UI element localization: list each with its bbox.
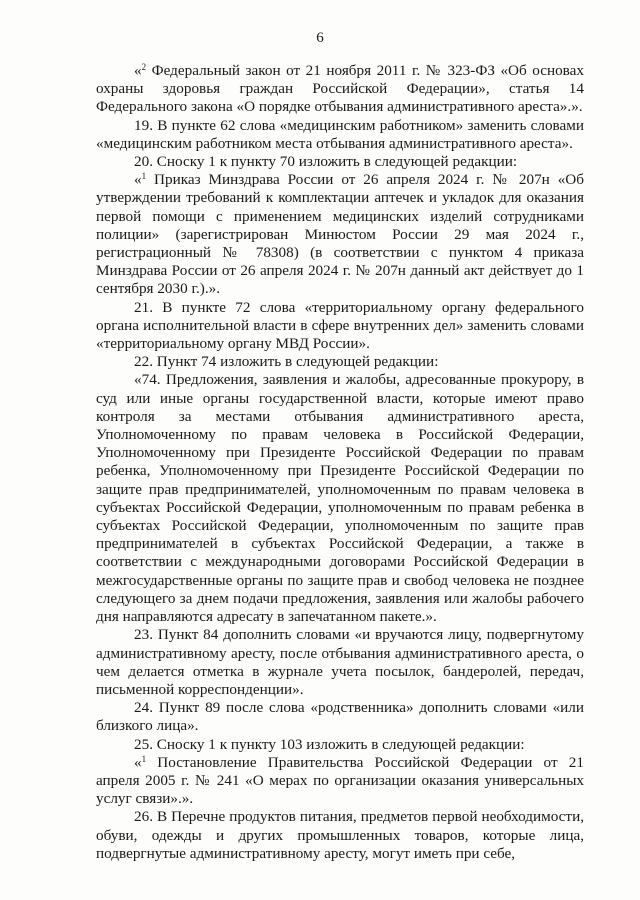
footnote-marker: 1	[141, 753, 147, 764]
paragraph-item-22: 22. Пункт 74 изложить в следующей редакции:	[134, 353, 439, 371]
paragraph-item-74-text: «74. Предложения, заявления и жалобы, адресованные прокурору, в суд или иные органы государственной власти, которые имеют право контроля за местами отбывания административного ареста, Уполномоченному по правам человека в Российской Федерации, Уполномоченному при Президенте Российской Федерации по правам ребенка, Уполномоченному при Президенте Российской Федерации по защите прав предпринимателей, уполномоченным по правам человека в субъектах Российской Федерации, уполномоченным по правам ребенка в субъектах Российской Федерации, уполномоченным по защите прав предпринимателей в субъектах Российской Федерации, а также в соответствии с международными договорами Российской Федерации в межгосударственные органы по защите прав и свобод человека не позднее следующего за днем подачи предложения, заявления или жалобы рабочего дня направляются адресату в запечатанном пакете.».	[96, 371, 584, 626]
scan-artifact	[84, 888, 144, 896]
paragraph-lead: «	[134, 171, 142, 189]
footnote-paragraph	[96, 754, 584, 809]
footnote-marker: 2	[141, 62, 147, 72]
footnote-paragraph	[96, 62, 584, 117]
paragraph-text: Постановление Правительства Российской Федерации от 21 апреля 2005 г. № 241 «О мерах по организации оказания универсальных услуг связи».».	[96, 753, 584, 808]
paragraph-item-19: 19. В пункте 62 слова «медицинским работником» заменить словами «медицинским работником места отбывания административного ареста».	[96, 116, 584, 152]
paragraph-text: Приказ Минздрава России от 26 апреля 2024 г. № 207н «Об утверждении требований к комплектации аптечек и укладок для оказания первой помощи с применением медицинских изделий сотрудниками полиции» (зарегистрирован Минюстом России 29 мая 2024 г., регистрационный № 78308) (в соответствии с пунктом 4 приказа Минздрава России от 26 апреля 2024 г. № 207н данный акт действует до 1 сентября 2030 г.).».	[96, 171, 584, 298]
page-number: 6	[316, 30, 324, 46]
paragraph-item-23: 23. Пункт 84 дополнить словами «и вручаются лицу, подвергнутому административному аресту, после отбывания административного ареста, о чем делается отметка в журнале учета посылок, бандеролей, передач, письменной корреспонденции».	[96, 626, 584, 698]
paragraph-lead: «	[134, 753, 142, 771]
paragraph-lead: «	[134, 62, 142, 79]
paragraph-item-25: 25. Сноску 1 к пункту 103 изложить в следующей редакции:	[134, 735, 525, 753]
paragraph-item-24: 24. Пункт 89 после слова «родственника» дополнить словами «или близкого лица».	[96, 699, 584, 735]
paragraph-item-21: 21. В пункте 72 слова «территориальному органу федерального органа исполнительной власти в сфере внутренних дел» заменить словами «территориальному органу МВД России».	[96, 298, 584, 353]
footnote-paragraph	[96, 171, 584, 298]
footnote-marker: 1	[141, 171, 147, 182]
paragraph-item-26: 26. В Перечне продуктов питания, предметов первой необходимости, обуви, одежды и других промышленных товаров, которые лица, подвергнутые административному аресту, могут иметь при себе,	[96, 808, 584, 862]
paragraph-text: Федеральный закон от 21 ноября 2011 г. № 323-ФЗ «Об основах охраны здоровья граждан Российской Федерации», статья 14 Федерального закона «О порядке отбывания административного ареста».».	[96, 62, 584, 116]
document-body	[96, 62, 584, 863]
paragraph-item-20: 20. Сноску 1 к пункту 70 изложить в следующей редакции:	[134, 153, 518, 171]
